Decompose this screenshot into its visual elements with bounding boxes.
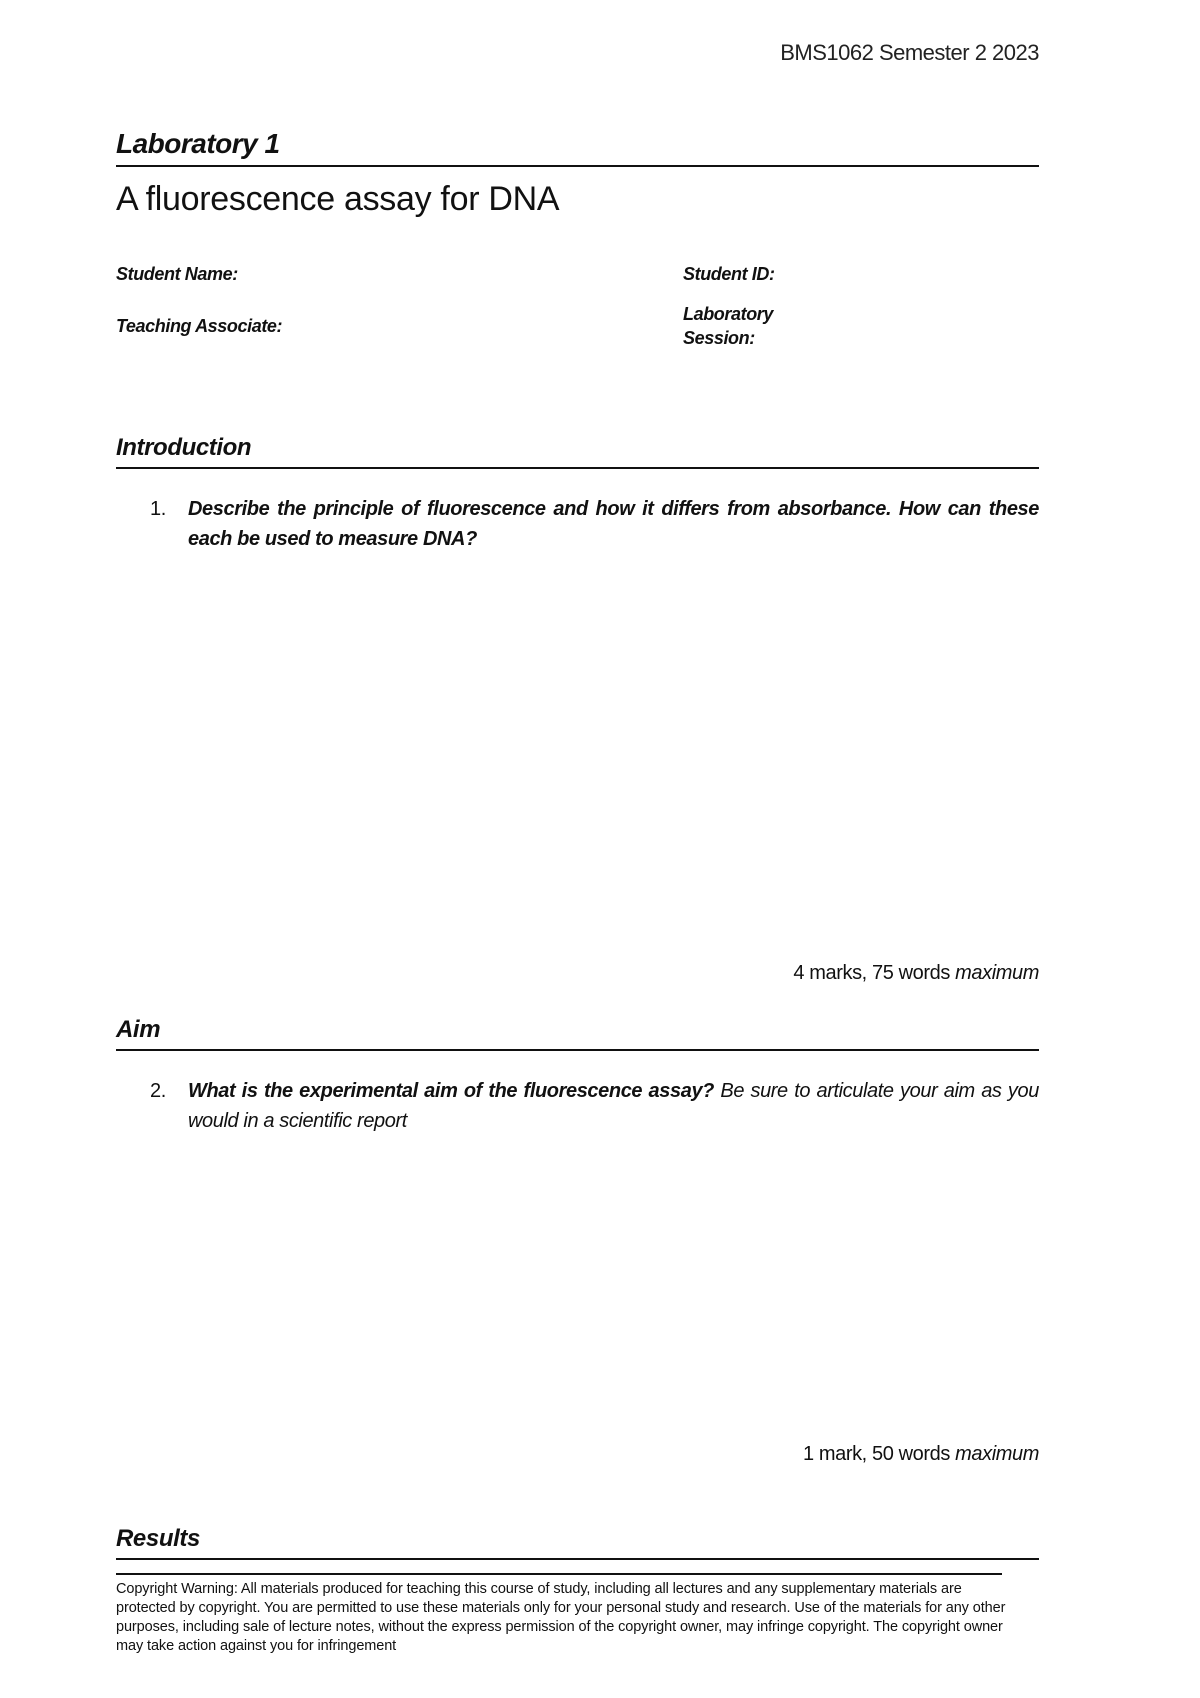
question-2-text-block	[188, 1076, 1039, 1136]
section-heading-introduction: Introduction	[116, 434, 252, 461]
question-1-marks	[793, 962, 1039, 985]
copyright-divider	[116, 1573, 1002, 1575]
document-subtitle: A fluorescence assay for DNA	[116, 180, 560, 218]
question-2-instruction: Be sure to articulate your aim as you would in a scientific report	[188, 1080, 1039, 1132]
question-2-number: 2.	[150, 1080, 166, 1102]
question-1-marks-suffix: maximum	[955, 962, 1039, 984]
introduction-divider	[116, 467, 1039, 469]
question-1-text: Describe the principle of fluorescence and how it differs from absorbance. How can these each be used to measure DNA?	[188, 498, 1039, 550]
student-name-label: Student Name:	[116, 264, 238, 284]
lab-session-label-line1: Laboratory	[683, 304, 774, 324]
question-2-marks-value: 1 mark, 50 words	[802, 1443, 950, 1465]
teaching-associate-label: Teaching Associate:	[116, 316, 283, 336]
question-1-text-block	[188, 494, 1039, 554]
lab-session-label	[683, 302, 823, 350]
course-header: BMS1062 Semester 2 2023	[780, 40, 1039, 65]
results-divider	[116, 1558, 1039, 1560]
lab-title: Laboratory 1	[116, 128, 280, 159]
lab-session-label-line2: Session:	[683, 328, 755, 348]
section-heading-aim: Aim	[116, 1016, 161, 1043]
aim-divider	[116, 1049, 1039, 1051]
question-1-number: 1.	[150, 498, 166, 520]
title-divider	[116, 165, 1039, 167]
student-id-label: Student ID:	[683, 264, 775, 284]
question-2-marks-suffix: maximum	[955, 1443, 1039, 1465]
question-2-text: What is the experimental aim of the fluorescence assay?	[188, 1080, 714, 1102]
copyright-warning: Copyright Warning: All materials produced for teaching this course of study, including all lectures and any supplementary materials are protected by copyright. You are permitted to use these materials only for your personal study and research. Use of the materials for any other purposes, including sale of lecture notes, without the express permission of the copyright owner, may infringe copyright. The copyright owner may take action against you for infringement	[116, 1581, 1006, 1654]
section-heading-results: Results	[116, 1525, 200, 1552]
question-2-marks	[803, 1443, 1039, 1466]
question-1	[150, 494, 1039, 554]
question-2	[150, 1076, 1039, 1136]
question-1-marks-value: 4 marks, 75 words	[793, 962, 950, 984]
